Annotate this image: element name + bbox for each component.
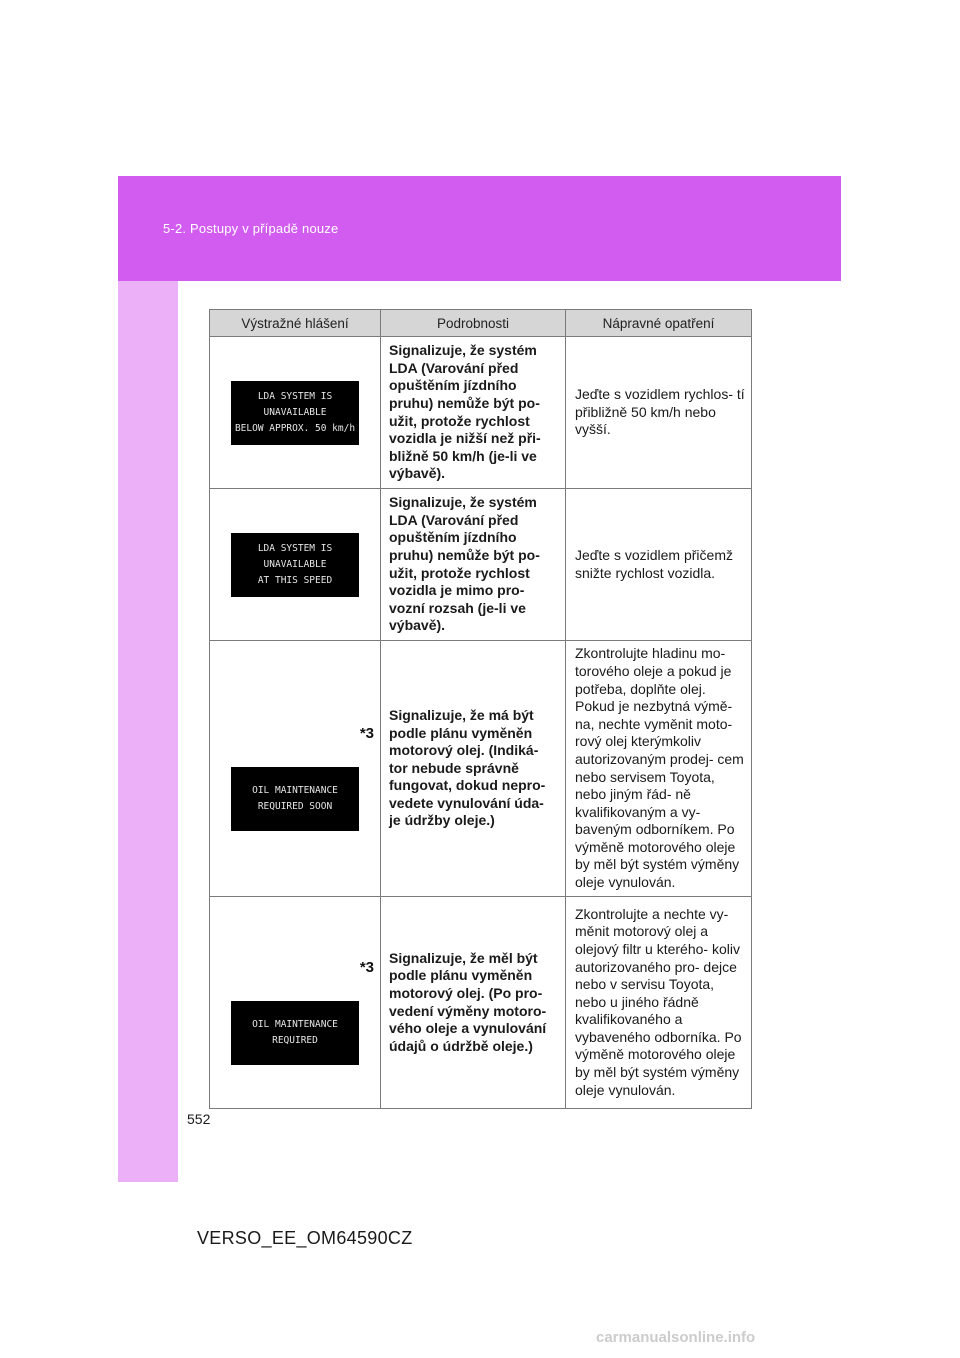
table-header-row: [210, 310, 752, 337]
table-row: [210, 641, 752, 897]
page-number: 552: [187, 1111, 211, 1127]
action-cell: Zkontrolujte a nechte vy- měnit motorový olej a olejový filtr u kterého- koliv autorizovaného pro- dejce nebo v servisu Toyota, nebo u jiného řádně kvalifikovaného a vybaveného odborníka. Po výměně motorového oleje by měl být systém výměny oleje vynulován.: [566, 897, 752, 1109]
side-band: [118, 281, 178, 1182]
details-cell: Signalizuje, že systém LDA (Varování před opuštěním jízdního pruhu) nemůže být po- užit, protože rychlost vozidla je mimo pro- vozní rozsah (je-li ve výbavě).: [381, 489, 566, 641]
table-row: [210, 337, 752, 489]
details-cell: Signalizuje, že má být podle plánu vyměněn motorový olej. (Indiká- tor nebude správně fungovat, dokud nepro- vedete vynulování úda- je údržby oleje.): [381, 641, 566, 897]
watermark: carmanualsonline.info: [596, 1329, 756, 1346]
section-title: 5-2. Postupy v případě nouze: [163, 221, 339, 236]
table-row: [210, 897, 752, 1109]
display-screen: LDA SYSTEM IS UNAVAILABLE AT THIS SPEED: [231, 533, 359, 597]
action-cell: Zkontrolujte hladinu mo- torového oleje a pokud je potřeba, doplňte olej. Pokud je nezbytná výmě- na, nechte vyměnit moto- rový olej kterýmkoliv autorizovaným prodej- cem nebo servisem Toyota, nebo jiným řád- ně kvalifikovaným a vy- baveným odborníkem. Po výměně motorového oleje by měl být systém výměny oleje vynulován.: [566, 641, 752, 897]
action-cell: Jeďte s vozidlem rychlos- tí přibližně 50 km/h nebo vyšší.: [566, 337, 752, 489]
footnote-marker: *3: [359, 959, 374, 976]
warning-message-cell: [210, 897, 381, 1109]
display-screen: OIL MAINTENANCE REQUIRED: [231, 1001, 359, 1065]
document-code: VERSO_EE_OM64590CZ: [197, 1228, 413, 1248]
warning-message-cell: [210, 337, 381, 489]
warning-table: [209, 309, 752, 1109]
details-cell: Signalizuje, že systém LDA (Varování před opuštěním jízdního pruhu) nemůže být po- užit, protože rychlost vozidla je nižší než při- bližně 50 km/h (je-li ve výbavě).: [381, 337, 566, 489]
action-cell: Jeďte s vozidlem přičemž snižte rychlost vozidla.: [566, 489, 752, 641]
warning-message-cell: [210, 641, 381, 897]
column-header: Výstražné hlášení: [210, 310, 381, 337]
column-header: Nápravné opatření: [566, 310, 752, 337]
footnote-marker: *3: [359, 725, 374, 742]
table-row: [210, 489, 752, 641]
display-screen: OIL MAINTENANCE REQUIRED SOON: [231, 767, 359, 831]
display-screen: LDA SYSTEM IS UNAVAILABLE BELOW APPROX. 50 km/h: [231, 381, 359, 445]
details-cell: Signalizuje, že měl být podle plánu vyměněn motorový olej. (Po pro- vedení výměny motoro- vého oleje a vynulování údajů o údržbě oleje.): [381, 897, 566, 1109]
column-header: Podrobnosti: [381, 310, 566, 337]
warning-message-cell: [210, 489, 381, 641]
